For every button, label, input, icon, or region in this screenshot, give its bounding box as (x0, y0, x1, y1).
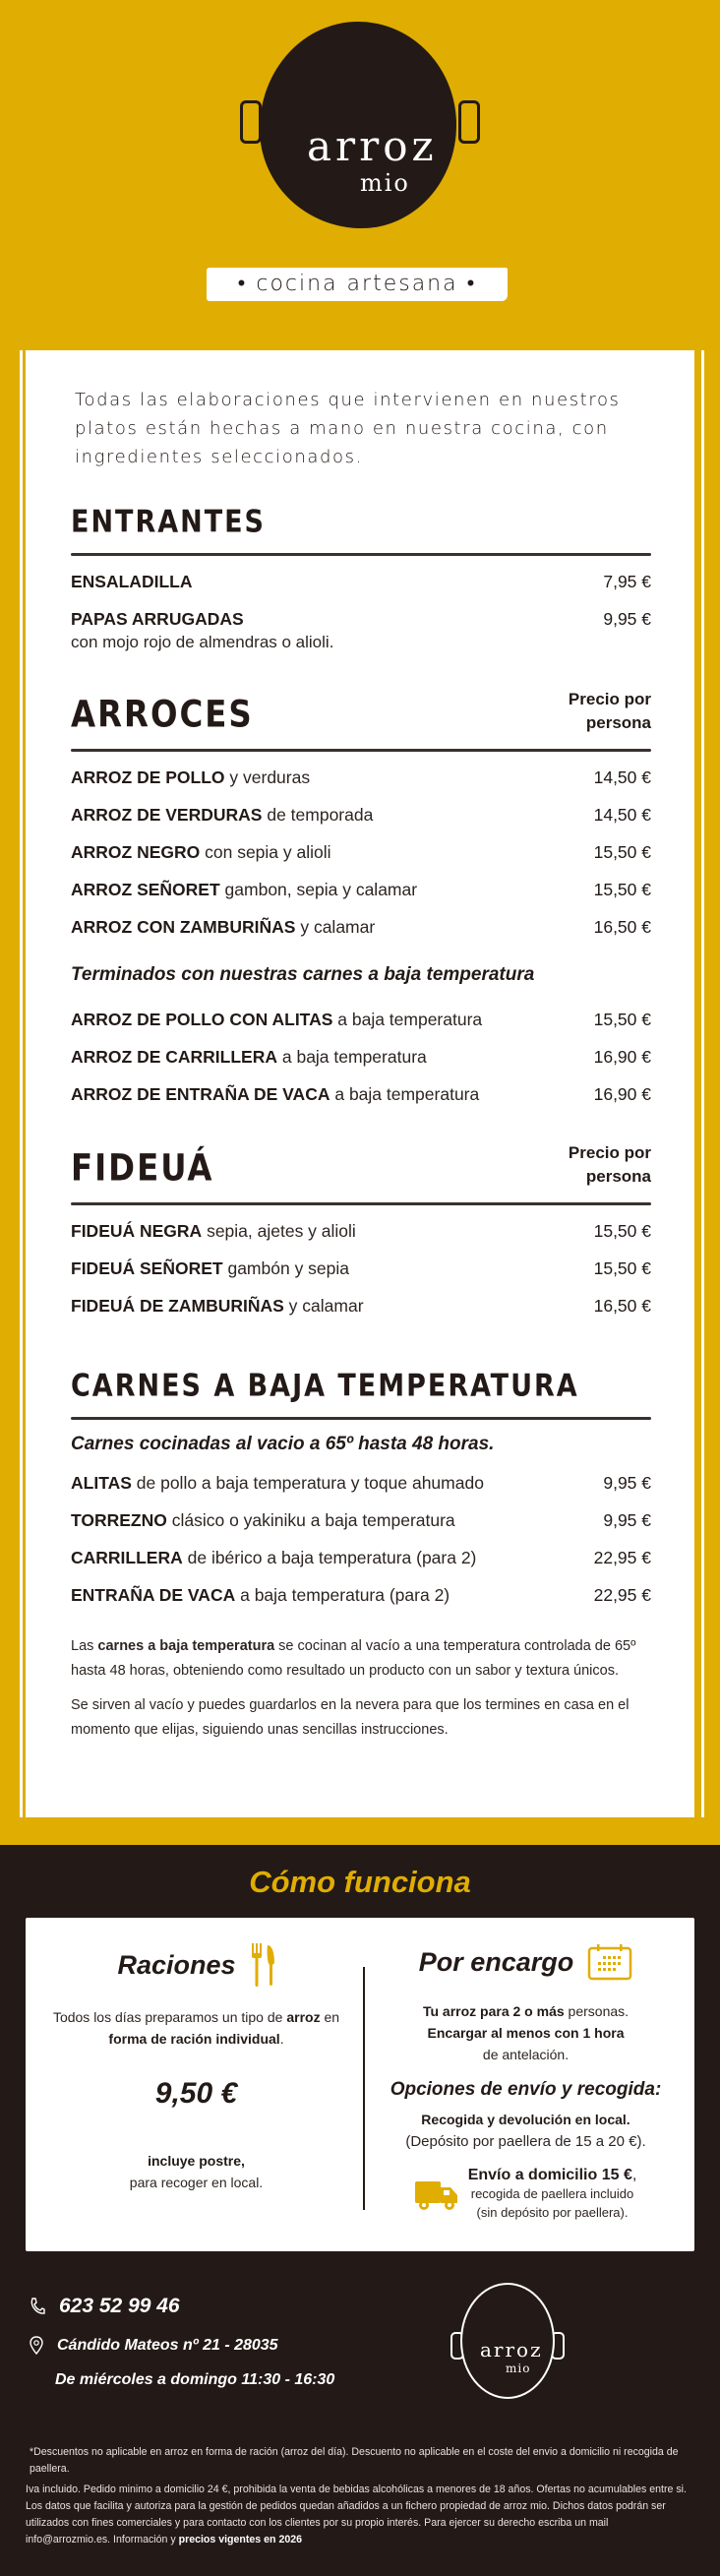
item-description: a baja temperatura (para 2) (235, 1585, 450, 1605)
bold-text: Encargar al menos con 1 hora (427, 2025, 625, 2041)
item-price: 16,90 € (593, 1084, 651, 1104)
encargo-text (381, 2000, 671, 2065)
divider (71, 749, 651, 752)
item-name: ARROZ DE CARRILLERA (71, 1047, 277, 1067)
item-name: PAPAS ARRUGADAS (71, 609, 244, 629)
menu-item (71, 1008, 651, 1031)
menu-item (71, 915, 651, 939)
yellow-spacer (0, 1817, 720, 1845)
section-carnes (71, 1369, 651, 1743)
item-price: 7,95 € (603, 572, 651, 591)
menu-item (71, 1082, 651, 1106)
item-name: ALITAS (71, 1473, 132, 1493)
price-head-line: persona (585, 1167, 651, 1186)
menu-item (71, 1583, 651, 1607)
item-price: 16,50 € (593, 1296, 651, 1316)
item-name: ENTRAÑA DE VACA (71, 1585, 236, 1605)
item-price: 15,50 € (593, 1221, 651, 1241)
section-title: ARROCES (71, 693, 254, 737)
opening-hours: De miércoles a domingo 11:30 - 16:30 (55, 2371, 335, 2388)
item-name: ARROZ DE ENTRAÑA DE VACA (71, 1084, 330, 1104)
delivery-title: Envío a domicilio 15 € (467, 2167, 632, 2183)
bold-text: incluye postre, (148, 2153, 245, 2169)
item-name: FIDEUÁ SEÑORET (71, 1258, 223, 1278)
encargo-title: Por encargo (418, 1946, 574, 1977)
menu-item (71, 803, 651, 827)
price-per-person-label (569, 1141, 651, 1189)
item-price: 22,95 € (593, 1585, 651, 1605)
cutlery-icon (250, 1943, 275, 1987)
tagline: • cocina artesana • (207, 268, 508, 301)
delivery-text: (sin depósito por paellera). (476, 2205, 629, 2220)
pickup-option (381, 2109, 671, 2153)
options-title: Opciones de envío y recogida: (390, 2079, 662, 2100)
brand-logo (240, 22, 480, 230)
logo-text-arroz: arroz (480, 2338, 543, 2361)
item-description: clásico o yakiniku a baja temperatura (166, 1510, 455, 1530)
section-arroces (71, 688, 651, 1106)
price-head-line: persona (585, 713, 651, 732)
how-it-works-section (0, 1845, 720, 2576)
item-price: 15,50 € (593, 880, 651, 899)
text: en (320, 2009, 340, 2025)
item-price: 15,50 € (593, 1010, 651, 1029)
section-title: CARNES A BAJA TEMPERATURA (71, 1368, 579, 1404)
menu-item (71, 1045, 651, 1069)
menu-item (71, 766, 651, 789)
bold-text: arroz (286, 2009, 321, 2025)
item-price: 9,95 € (603, 1510, 651, 1530)
text: de antelación. (482, 2047, 570, 2062)
discount-note: *Descuentos no aplicable en arroz en forma de ración (arroz del día). Descuento no aplicable en el coste del envio a domicilio ni recogida de paellera. (30, 2446, 679, 2475)
item-name: ARROZ DE POLLO (71, 767, 225, 787)
item-name: ARROZ DE POLLO CON ALITAS (71, 1010, 333, 1029)
address-line (30, 2336, 278, 2356)
bold-text: forma de ración individual (108, 2031, 280, 2047)
delivery-text: recogida de paellera incluido (470, 2186, 634, 2201)
item-name: FIDEUÁ NEGRA (71, 1221, 203, 1241)
terms-note (26, 2482, 694, 2548)
item-name: CARRILLERA (71, 1548, 183, 1567)
item-description: a baja temperatura (277, 1047, 427, 1067)
item-description: de ibérico a baja temperatura (para 2) (182, 1548, 477, 1567)
item-name: ENSALADILLA (71, 572, 193, 591)
menu-item (71, 1508, 651, 1532)
bold-text: Recogida y devolución en local. (421, 2112, 630, 2127)
logo-text-mio: mio (506, 2361, 531, 2375)
item-description: a baja temperatura (332, 1010, 483, 1029)
section-title: ENTRANTES (71, 504, 266, 540)
note-text: se cocinan al vacío a una temperatura controlada de 65º hasta 48 horas, obteniendo como resultado un producto con un sabor y textura únicos. (71, 1638, 636, 1679)
text: (Depósito por paellera de 15 a 20 €). (405, 2133, 646, 2150)
item-description: sepia, ajetes y alioli (202, 1221, 356, 1241)
delivery-option (381, 2167, 671, 2222)
price-head-line: Precio por (568, 1143, 651, 1162)
raciones-column (41, 1943, 363, 2222)
header (0, 0, 720, 350)
intro-text: Todas las elaboraciones que intervienen en nuestros platos están hechas a mano en nuestra cocina, con ingredientes seleccionados. (75, 390, 621, 467)
truck-icon (415, 2177, 458, 2211)
location-pin-icon (30, 2336, 43, 2356)
item-name: ARROZ DE VERDURAS (71, 805, 263, 825)
address-text: Cándido Mateos nº 21 - 28035 (57, 2337, 278, 2354)
how-title: Cómo funciona (249, 1865, 471, 1899)
item-name: ARROZ NEGRO (71, 842, 201, 862)
subsection-title: Terminados con nuestras carnes a baja temperatura (71, 964, 535, 985)
item-description: con mojo rojo de almendras o alioli. (71, 633, 334, 651)
bold-text: Tu arroz para 2 o más (422, 2003, 565, 2019)
note-text: Las (71, 1638, 98, 1654)
text: , (631, 2167, 637, 2183)
menu-card (26, 350, 694, 1817)
item-price: 9,95 € (603, 609, 651, 629)
item-description: de temporada (262, 805, 374, 825)
contact-block (26, 2261, 694, 2434)
item-name: FIDEUÁ DE ZAMBURIÑAS (71, 1296, 284, 1316)
text: . (279, 2031, 284, 2047)
divider (71, 1417, 651, 1420)
carnes-note-2: Se sirven al vacío y puedes guardarlos en la nevera para que los termines en casa en el momento que elijas, siguiendo unas sencillas instrucciones. (71, 1697, 630, 1738)
item-description: y calamar (283, 1296, 364, 1316)
divider (71, 553, 651, 556)
raciones-price: 9,50 € (154, 2077, 238, 2110)
section-title: FIDEUÁ (71, 1146, 214, 1191)
terms-text: Iva incluido. Pedido minimo a domicilio 24 €, prohibida la venta de bebidas alcohólicas a menores de 18 años. Ofertas no acumulables entre si. Los datos que facilita y autoriza para la gestión de pedidos quedan añadidos a un fichero propiedad de arroz mio. Dichos datos podrán ser utilizados con fines comerciales y para contacto con los clientes por su propio interés. Para ejercer su derecho escriba un mail info@arrozmio.es. Información y (26, 2484, 687, 2545)
raciones-footer (51, 2150, 341, 2193)
menu-item (71, 878, 651, 901)
text: Todos los días preparamos un tipo de (52, 2009, 287, 2025)
item-price: 14,50 € (593, 805, 651, 825)
text: para recoger en local. (129, 2175, 264, 2190)
menu-item (71, 1219, 651, 1243)
menu-item (71, 840, 651, 864)
text: personas. (564, 2003, 630, 2019)
hours-line (55, 2371, 334, 2389)
item-name: ARROZ CON ZAMBURIÑAS (71, 917, 296, 937)
price-head-line: Precio por (568, 690, 651, 708)
menu-item (71, 1257, 651, 1280)
menu-item (71, 570, 651, 593)
section-entrantes (71, 505, 651, 652)
menu-item (71, 1546, 651, 1569)
item-description: gambón y sepia (222, 1258, 350, 1278)
item-price: 15,50 € (593, 842, 651, 862)
item-price: 9,95 € (603, 1473, 651, 1493)
item-description: de pollo a baja temperatura y toque ahumado (131, 1473, 484, 1493)
item-description: y verduras (224, 767, 311, 787)
encargo-column (365, 1943, 679, 2222)
price-per-person-label (569, 688, 651, 735)
raciones-title: Raciones (117, 1949, 236, 1980)
menu-item (71, 1294, 651, 1318)
calendar-icon (587, 1943, 632, 1981)
item-name: ARROZ SEÑORET (71, 880, 220, 899)
menu-item (71, 1471, 651, 1495)
item-price: 15,50 € (593, 1258, 651, 1278)
phone-line[interactable] (30, 2295, 180, 2318)
item-name: TORREZNO (71, 1510, 167, 1530)
subsection-title: Carnes cocinadas al vacio a 65º hasta 48 horas. (71, 1434, 495, 1454)
menu-item (71, 607, 651, 631)
item-description: a baja temperatura (330, 1084, 480, 1104)
item-price: 16,90 € (593, 1047, 651, 1067)
item-description: y calamar (295, 917, 376, 937)
logo-text-arroz: arroz (307, 122, 438, 170)
footer-logo (450, 2283, 565, 2401)
terms-bold: precios vigentes en 2026 (178, 2534, 303, 2545)
item-price: 14,50 € (593, 767, 651, 787)
item-description: con sepia y alioli (200, 842, 331, 862)
item-price: 22,95 € (593, 1548, 651, 1567)
phone-icon (30, 2298, 45, 2315)
note-bold: carnes a baja temperatura (97, 1638, 275, 1654)
logo-text-mio: mio (360, 169, 410, 197)
section-fideua (71, 1141, 651, 1318)
phone-number[interactable]: 623 52 99 46 (59, 2295, 180, 2317)
divider (71, 1202, 651, 1205)
item-price: 16,50 € (593, 917, 651, 937)
item-description: gambon, sepia y calamar (219, 880, 418, 899)
legal-notes (26, 2444, 694, 2548)
carnes-note (71, 1634, 651, 1684)
raciones-text (51, 2006, 341, 2050)
how-card (26, 1918, 694, 2251)
